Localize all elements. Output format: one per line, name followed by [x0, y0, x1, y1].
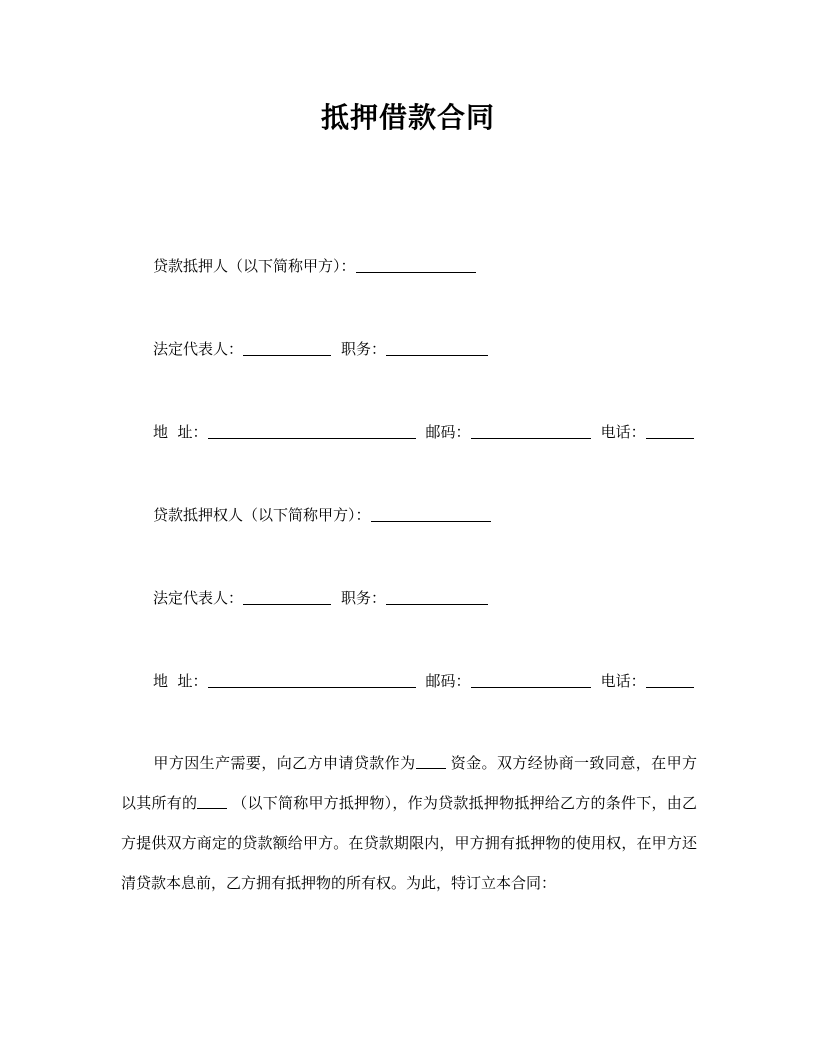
- mortgagor-name-row: [153, 254, 476, 278]
- mortgagor-address-blank[interactable]: [208, 422, 416, 439]
- paragraph-text-2: 资金。双方经协商一致同意，在甲方以其所有的: [121, 754, 697, 812]
- document-title: 抵押借款合同: [320, 101, 495, 134]
- mortgagor-phone-blank[interactable]: [646, 422, 694, 439]
- mortgagee-label: 贷款抵押权人（以下简称甲方）：: [153, 506, 371, 524]
- mortgagor-postcode-label: 邮码：: [425, 423, 471, 441]
- paragraph-text-3: （以下简称甲方抵押物），作为贷款抵押物抵押给乙方的条件下，由乙方提供双方商定的贷款额给甲方。在贷款期限内，甲方拥有抵押物的使用权，在甲方还清贷款本息前，乙方拥有抵押物的所有权。为此，特订立本合同：: [121, 794, 697, 892]
- mortgagee-position-blank[interactable]: [386, 588, 488, 605]
- mortgagee-address-label: 地 址：: [153, 672, 208, 690]
- mortgagee-postcode-label: 邮码：: [425, 672, 471, 690]
- mortgagor-address-row: [153, 420, 694, 444]
- mortgagor-position-label: 职务：: [341, 340, 387, 358]
- mortgagee-address-blank[interactable]: [208, 671, 416, 688]
- mortgagor-rep-blank[interactable]: [243, 339, 331, 356]
- mortgagee-rep-label: 法定代表人：: [153, 589, 244, 607]
- mortgagee-phone-label: 电话：: [600, 672, 646, 690]
- mortgagee-position-label: 职务：: [341, 589, 387, 607]
- mortgagee-postcode-blank[interactable]: [471, 671, 591, 688]
- mortgagee-address-row: [153, 669, 694, 693]
- mortgagor-address-label: 地 址：: [153, 423, 208, 441]
- mortgagor-position-blank[interactable]: [386, 339, 488, 356]
- mortgagee-rep-row: [153, 586, 488, 610]
- mortgagee-name-row: [153, 503, 491, 527]
- mortgagee-name-blank[interactable]: [371, 505, 491, 522]
- mortgagor-postcode-blank[interactable]: [471, 422, 591, 439]
- fund-purpose-blank[interactable]: [416, 754, 446, 769]
- mortgagor-label: 贷款抵押人（以下简称甲方）：: [153, 257, 356, 275]
- contract-intro-paragraph: [121, 743, 697, 903]
- mortgagee-phone-blank[interactable]: [646, 671, 694, 688]
- mortgagor-rep-row: [153, 337, 488, 361]
- mortgagee-rep-blank[interactable]: [243, 588, 331, 605]
- mortgagor-phone-label: 电话：: [600, 423, 646, 441]
- mortgagor-name-blank[interactable]: [356, 256, 476, 273]
- paragraph-text-1: 甲方因生产需要，向乙方申请贷款作为: [153, 754, 416, 772]
- mortgagor-rep-label: 法定代表人：: [153, 340, 244, 358]
- collateral-blank[interactable]: [197, 794, 227, 809]
